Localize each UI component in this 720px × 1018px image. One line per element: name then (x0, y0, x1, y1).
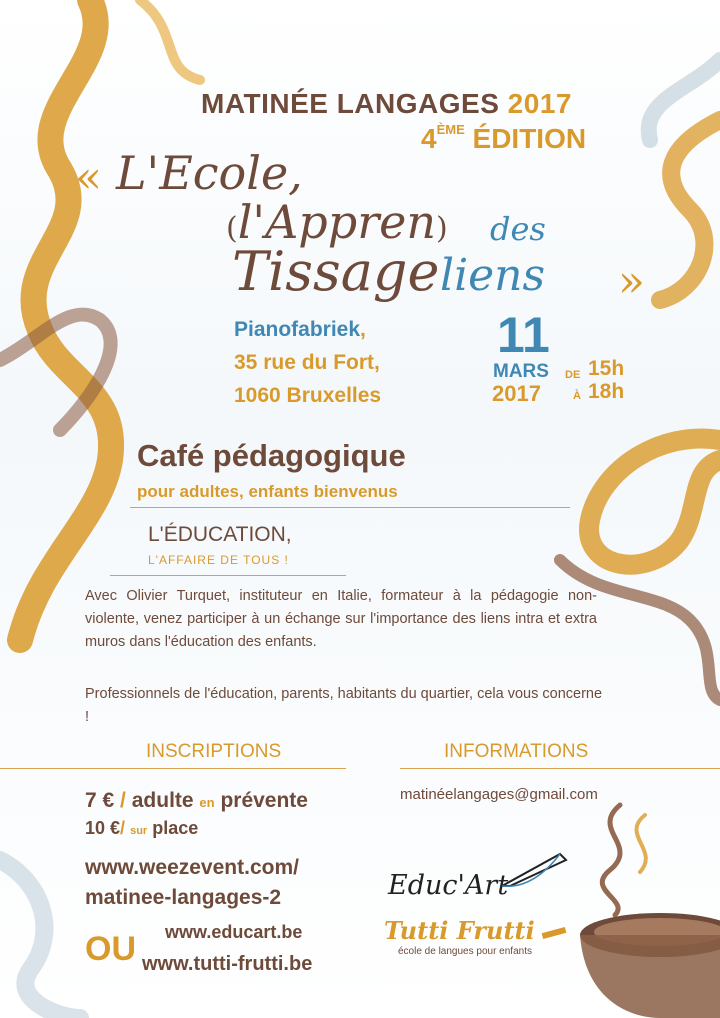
tutti-frutti-logo: Tutti Frutti (384, 916, 535, 945)
contact-email[interactable]: matinéelangages@gmail.com (400, 786, 598, 803)
price-onsite-small: sur (130, 825, 148, 837)
divider-informations (400, 768, 720, 769)
inscriptions-heading: INSCRIPTIONS (146, 741, 282, 762)
url-weezevent-line2[interactable]: matinee-langages-2 (85, 886, 282, 909)
swirl-right-top (660, 120, 720, 300)
price-presale (85, 789, 308, 813)
edition-line (421, 122, 586, 155)
time-from-label: DE (565, 369, 581, 381)
price-onsite-mode: place (152, 818, 199, 838)
cafe-subtitle: pour adultes, enfants bienvenus (137, 482, 398, 501)
informations-heading: INFORMATIONS (444, 741, 589, 762)
time-to: 18h (588, 380, 625, 403)
ruler-pencil-icon (540, 924, 570, 942)
edition-word: ÉDITION (472, 123, 587, 154)
steam-swirl-2 (636, 815, 645, 872)
date-year: 2017 (492, 381, 541, 406)
price-presale-small: en (199, 795, 215, 810)
title-des: des (490, 210, 546, 248)
swirl-top-gold (140, 0, 200, 80)
tutti-frutti-tagline: école de langues pour enfants (398, 946, 532, 957)
edition-number: 4 (421, 123, 437, 154)
url-weezevent-line1[interactable]: www.weezevent.com/ (85, 856, 299, 879)
divider-inscriptions (0, 768, 346, 769)
venue-city: 1060 Bruxelles (234, 384, 382, 407)
venue-street: 35 rue du Fort, (234, 351, 380, 374)
event-header (201, 88, 572, 120)
title-tissage: Tissage (232, 240, 440, 303)
title-liens: liens (440, 250, 546, 301)
event-name: MATINÉE LANGAGES (201, 88, 500, 119)
time-to-label: À (573, 390, 581, 402)
title-paren-close: ) (436, 211, 448, 246)
swirl-right-mid (589, 438, 720, 564)
date-month: MARS (493, 361, 549, 382)
title-line1: L'Ecole, (116, 146, 303, 200)
pen-icon (500, 850, 570, 890)
divider-education (110, 575, 346, 576)
url-educart[interactable]: www.educart.be (165, 922, 303, 942)
price-presale-mode: prévente (220, 789, 308, 812)
educart-logo: Educ'Art (388, 870, 509, 901)
venue-name: Pianofabriek (234, 318, 361, 341)
event-year: 2017 (507, 88, 572, 119)
time-from: 15h (588, 357, 625, 380)
price-presale-amount: 7 € (85, 789, 115, 812)
education-subtitle: L'AFFAIRE DE TOUS ! (148, 553, 289, 567)
url-tutti-frutti[interactable]: www.tutti-frutti.be (142, 953, 313, 975)
coffee-cup-icon (580, 913, 720, 1018)
date-day: 11 (497, 307, 550, 363)
price-presale-unit: adulte (131, 789, 194, 812)
steam-swirl (602, 805, 620, 915)
cafe-title: Café pédagogique (137, 438, 406, 473)
title-line2: l'Appren (237, 195, 437, 249)
venue-name-line (234, 318, 366, 342)
divider-cafe (130, 507, 570, 508)
title-paren-open: ( (226, 211, 238, 246)
swirl-bottom-left (0, 860, 80, 1018)
price-onsite-slash: / (120, 818, 126, 838)
edition-suffix: ÈME (436, 122, 465, 137)
price-onsite (85, 818, 198, 839)
price-presale-slash: / (120, 789, 126, 812)
education-title: L'ÉDUCATION, (148, 523, 292, 546)
body-paragraph-1: Avec Olivier Turquet, instituteur en Italie, formateur à la pédagogie non-violente, venez participer à un échange sur l'importance des liens intra et extra muros dans l'éducation des enfants. (85, 588, 597, 650)
price-onsite-amount: 10 € (85, 818, 121, 838)
title-close-quote: » (618, 256, 645, 307)
venue-comma: , (360, 318, 366, 341)
title-open-quote: « (75, 152, 102, 203)
or-label: OU (85, 930, 136, 968)
body-paragraph-2: Professionnels de l'éducation, parents, habitants du quartier, cela vous concerne ! (85, 686, 603, 725)
